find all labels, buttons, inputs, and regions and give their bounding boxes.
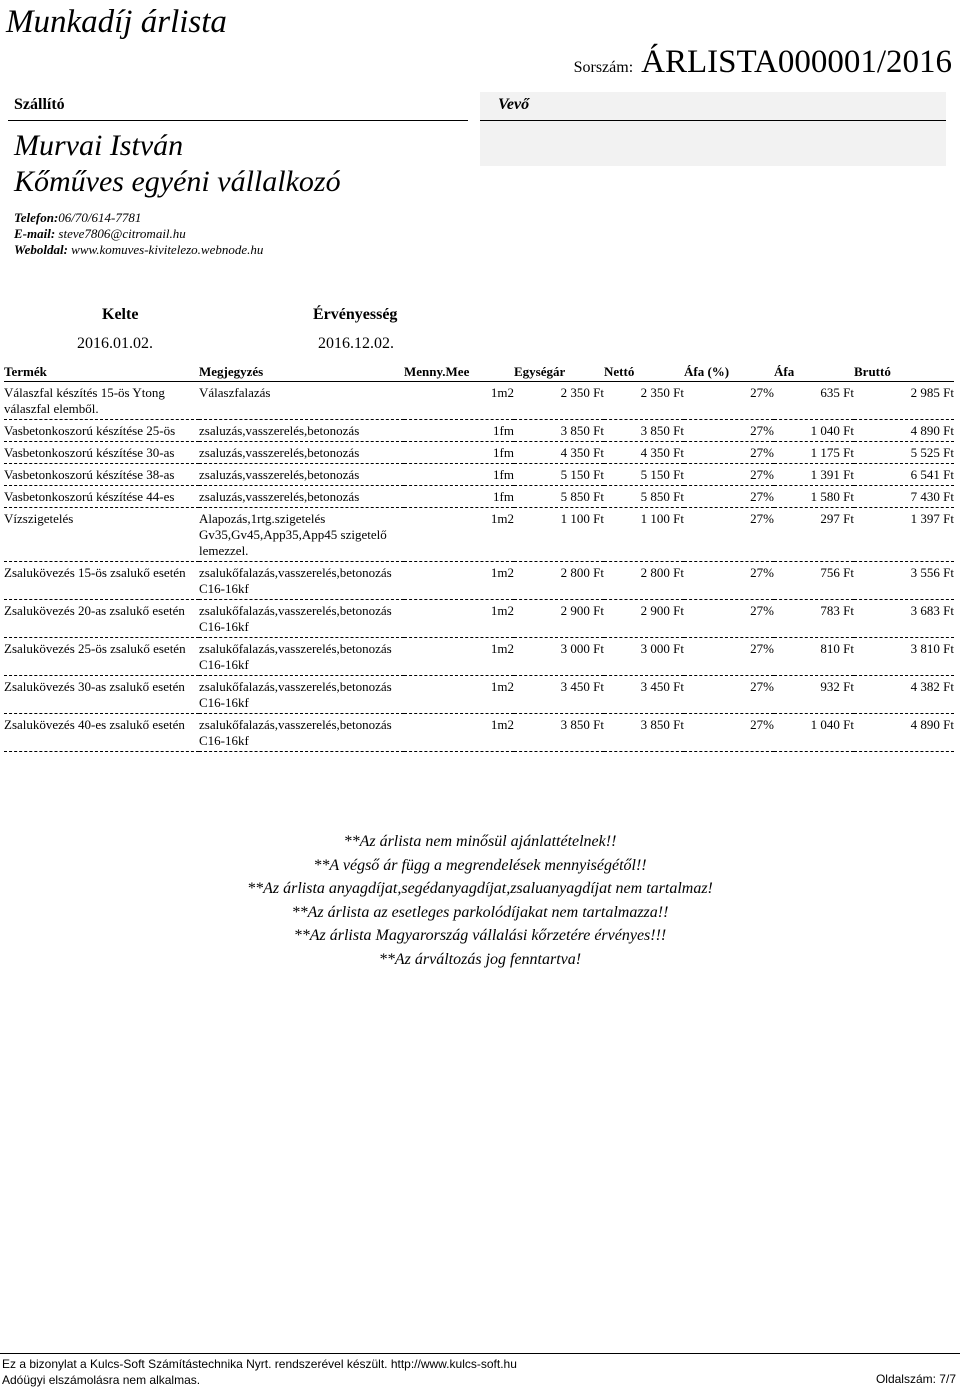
supplier-heading: Szállító bbox=[8, 94, 468, 121]
valid-date: 2016.12.02. bbox=[318, 335, 394, 352]
cell-unit: 1fm bbox=[404, 442, 514, 464]
cell-product: Zsalukövezés 15-ös zsalukő esetén bbox=[4, 562, 199, 600]
cell-product: Vasbetonkoszorú készítése 38-as bbox=[4, 464, 199, 486]
supplier-contact bbox=[14, 210, 263, 258]
cell-note: zsalukőfalazás,vasszerelés,betonozás C16-16kf bbox=[199, 714, 404, 752]
cell-unit: 1fm bbox=[404, 464, 514, 486]
cell-gross: 3 683 Ft bbox=[854, 600, 954, 638]
cell-gross: 4 382 Ft bbox=[854, 676, 954, 714]
cell-unit: 1m2 bbox=[404, 714, 514, 752]
footer-line1: Ez a bizonylat a Kulcs-Soft Számítástechnika Nyrt. rendszerével készült. http://www.kulcs-soft.hu bbox=[2, 1357, 517, 1371]
table-row bbox=[4, 486, 954, 508]
cell-net: 2 800 Ft bbox=[604, 562, 684, 600]
cell-note: zsaluzás,vasszerelés,betonozás bbox=[199, 464, 404, 486]
cell-note: Alapozás,1rtg.szigetelés Gv35,Gv45,App35,App45 szigetelő lemezzel. bbox=[199, 508, 404, 562]
cell-vat-pct: 27% bbox=[684, 562, 774, 600]
cell-vat-pct: 27% bbox=[684, 600, 774, 638]
notes bbox=[0, 830, 960, 971]
cell-unit-price: 3 000 Ft bbox=[514, 638, 604, 676]
cell-unit-price: 3 450 Ft bbox=[514, 676, 604, 714]
cell-product: Válaszfal készítés 15-ös Ytong válaszfal elemből. bbox=[4, 382, 199, 420]
price-table bbox=[4, 362, 954, 752]
cell-vat-pct: 27% bbox=[684, 638, 774, 676]
table-row bbox=[4, 420, 954, 442]
table-header-row bbox=[4, 362, 954, 382]
cell-vat-pct: 27% bbox=[684, 714, 774, 752]
cell-vat: 1 040 Ft bbox=[774, 714, 854, 752]
customer-heading: Vevő bbox=[480, 92, 946, 121]
cell-net: 2 350 Ft bbox=[604, 382, 684, 420]
cell-net: 1 100 Ft bbox=[604, 508, 684, 562]
cell-vat: 932 Ft bbox=[774, 676, 854, 714]
cell-vat: 1 175 Ft bbox=[774, 442, 854, 464]
phone-value: 06/70/614-7781 bbox=[58, 210, 142, 225]
issued-date: 2016.01.02. bbox=[77, 335, 153, 352]
document-title: Munkadíj árlista bbox=[6, 4, 227, 40]
email-value: steve7806@citromail.hu bbox=[58, 226, 186, 241]
cell-unit: 1m2 bbox=[404, 600, 514, 638]
table-row bbox=[4, 464, 954, 486]
footer bbox=[2, 1356, 517, 1388]
cell-gross: 3 556 Ft bbox=[854, 562, 954, 600]
cell-unit-price: 5 850 Ft bbox=[514, 486, 604, 508]
note-line: **Az árlista nem minősül ajánlattételnek!! bbox=[343, 833, 617, 850]
table-row bbox=[4, 382, 954, 420]
cell-net: 3 850 Ft bbox=[604, 714, 684, 752]
cell-gross: 7 430 Ft bbox=[854, 486, 954, 508]
web-label: Weboldal: bbox=[14, 242, 68, 257]
cell-note: zsalukőfalazás,vasszerelés,betonozás C16-16kf bbox=[199, 638, 404, 676]
cell-note: zsalukőfalazás,vasszerelés,betonozás C16-16kf bbox=[199, 676, 404, 714]
serial-number bbox=[574, 44, 952, 81]
serial-value: ÁRLISTA000001/2016 bbox=[641, 44, 952, 80]
note-line: **A végső ár függ a megrendelések mennyiségétől!! bbox=[313, 856, 647, 874]
cell-vat-pct: 27% bbox=[684, 676, 774, 714]
col-vat-pct: Áfa (%) bbox=[684, 362, 774, 382]
cell-note: zsaluzás,vasszerelés,betonozás bbox=[199, 442, 404, 464]
cell-product: Vasbetonkoszorú készítése 30-as bbox=[4, 442, 199, 464]
cell-unit: 1m2 bbox=[404, 508, 514, 562]
cell-vat: 1 040 Ft bbox=[774, 420, 854, 442]
cell-note: zsaluzás,vasszerelés,betonozás bbox=[199, 420, 404, 442]
cell-product: Zsalukövezés 40-es zsalukő esetén bbox=[4, 714, 199, 752]
cell-net: 5 850 Ft bbox=[604, 486, 684, 508]
cell-unit-price: 3 850 Ft bbox=[514, 714, 604, 752]
cell-note: zsalukőfalazás,vasszerelés,betonozás C16-16kf bbox=[199, 562, 404, 600]
footer-line2: Adóügyi elszámolásra nem alkalmas. bbox=[2, 1373, 201, 1387]
cell-unit-price: 2 800 Ft bbox=[514, 562, 604, 600]
cell-unit: 1m2 bbox=[404, 562, 514, 600]
cell-note: zsaluzás,vasszerelés,betonozás bbox=[199, 486, 404, 508]
note-line: **Az árlista az esetleges parkolódíjakat nem tartalmazza!! bbox=[291, 903, 669, 921]
footer-divider bbox=[0, 1353, 960, 1354]
web-value: www.komuves-kivitelezo.webnode.hu bbox=[71, 242, 264, 257]
cell-note: zsalukőfalazás,vasszerelés,betonozás C16-16kf bbox=[199, 600, 404, 638]
cell-gross: 6 541 Ft bbox=[854, 464, 954, 486]
cell-gross: 2 985 Ft bbox=[854, 382, 954, 420]
cell-note: Válaszfalazás bbox=[199, 382, 404, 420]
supplier-name bbox=[14, 128, 341, 200]
cell-product: Vasbetonkoszorú készítése 25-ös bbox=[4, 420, 199, 442]
cell-net: 4 350 Ft bbox=[604, 442, 684, 464]
email-label: E-mail: bbox=[14, 226, 56, 241]
col-unit: Menny.Mee bbox=[404, 362, 514, 382]
cell-product: Zsalukövezés 25-ös zsalukő esetén bbox=[4, 638, 199, 676]
cell-gross: 1 397 Ft bbox=[854, 508, 954, 562]
table-row bbox=[4, 638, 954, 676]
cell-gross: 4 890 Ft bbox=[854, 714, 954, 752]
cell-product: Zsalukövezés 30-as zsalukő esetén bbox=[4, 676, 199, 714]
cell-vat: 756 Ft bbox=[774, 562, 854, 600]
cell-unit: 1fm bbox=[404, 420, 514, 442]
col-note: Megjegyzés bbox=[199, 362, 404, 382]
cell-unit-price: 4 350 Ft bbox=[514, 442, 604, 464]
cell-net: 3 450 Ft bbox=[604, 676, 684, 714]
supplier-section bbox=[8, 94, 468, 121]
cell-vat-pct: 27% bbox=[684, 508, 774, 562]
col-unit-price: Egységár bbox=[514, 362, 604, 382]
cell-net: 2 900 Ft bbox=[604, 600, 684, 638]
cell-unit: 1m2 bbox=[404, 382, 514, 420]
cell-vat-pct: 27% bbox=[684, 486, 774, 508]
supplier-name-line2: Kőműves egyéni vállalkozó bbox=[14, 165, 341, 198]
cell-gross: 3 810 Ft bbox=[854, 638, 954, 676]
cell-net: 5 150 Ft bbox=[604, 464, 684, 486]
table-row bbox=[4, 442, 954, 464]
cell-product: Zsalukövezés 20-as zsalukő esetén bbox=[4, 600, 199, 638]
cell-vat: 297 Ft bbox=[774, 508, 854, 562]
cell-unit-price: 2 350 Ft bbox=[514, 382, 604, 420]
cell-vat-pct: 27% bbox=[684, 442, 774, 464]
cell-net: 3 850 Ft bbox=[604, 420, 684, 442]
cell-unit: 1m2 bbox=[404, 676, 514, 714]
supplier-name-line1: Murvai István bbox=[14, 129, 184, 162]
cell-vat-pct: 27% bbox=[684, 382, 774, 420]
issued-label: Kelte bbox=[102, 306, 139, 323]
cell-unit: 1m2 bbox=[404, 638, 514, 676]
col-gross: Bruttó bbox=[854, 362, 954, 382]
cell-unit-price: 2 900 Ft bbox=[514, 600, 604, 638]
cell-vat: 635 Ft bbox=[774, 382, 854, 420]
cell-vat: 1 391 Ft bbox=[774, 464, 854, 486]
valid-label: Érvényesség bbox=[313, 306, 398, 323]
table-row bbox=[4, 600, 954, 638]
cell-vat-pct: 27% bbox=[684, 420, 774, 442]
cell-unit-price: 1 100 Ft bbox=[514, 508, 604, 562]
cell-vat: 1 580 Ft bbox=[774, 486, 854, 508]
cell-gross: 4 890 Ft bbox=[854, 420, 954, 442]
table-row bbox=[4, 562, 954, 600]
note-line: **Az árlista Magyarország vállalási kőrzetére érvényes!!! bbox=[293, 927, 667, 944]
cell-vat: 810 Ft bbox=[774, 638, 854, 676]
cell-unit: 1fm bbox=[404, 486, 514, 508]
cell-gross: 5 525 Ft bbox=[854, 442, 954, 464]
table-row bbox=[4, 508, 954, 562]
table-row bbox=[4, 676, 954, 714]
phone-label: Telefon: bbox=[14, 210, 59, 225]
col-vat: Áfa bbox=[774, 362, 854, 382]
note-line: **Az árlista anyagdíjat,segédanyagdíjat,zsaluanyagdíjat nem tartalmaz! bbox=[247, 880, 713, 897]
col-net: Nettó bbox=[604, 362, 684, 382]
cell-vat: 783 Ft bbox=[774, 600, 854, 638]
col-product: Termék bbox=[4, 362, 199, 382]
cell-net: 3 000 Ft bbox=[604, 638, 684, 676]
customer-section bbox=[480, 92, 946, 166]
table-row bbox=[4, 714, 954, 752]
cell-product: Vízszigetelés bbox=[4, 508, 199, 562]
serial-label: Sorszám: bbox=[573, 59, 634, 76]
cell-unit-price: 5 150 Ft bbox=[514, 464, 604, 486]
note-line: **Az árváltozás jog fenntartva! bbox=[378, 950, 582, 968]
cell-product: Vasbetonkoszorú készítése 44-es bbox=[4, 486, 199, 508]
cell-unit-price: 3 850 Ft bbox=[514, 420, 604, 442]
page-number: Oldalszám: 7/7 bbox=[875, 1372, 956, 1386]
cell-vat-pct: 27% bbox=[684, 464, 774, 486]
